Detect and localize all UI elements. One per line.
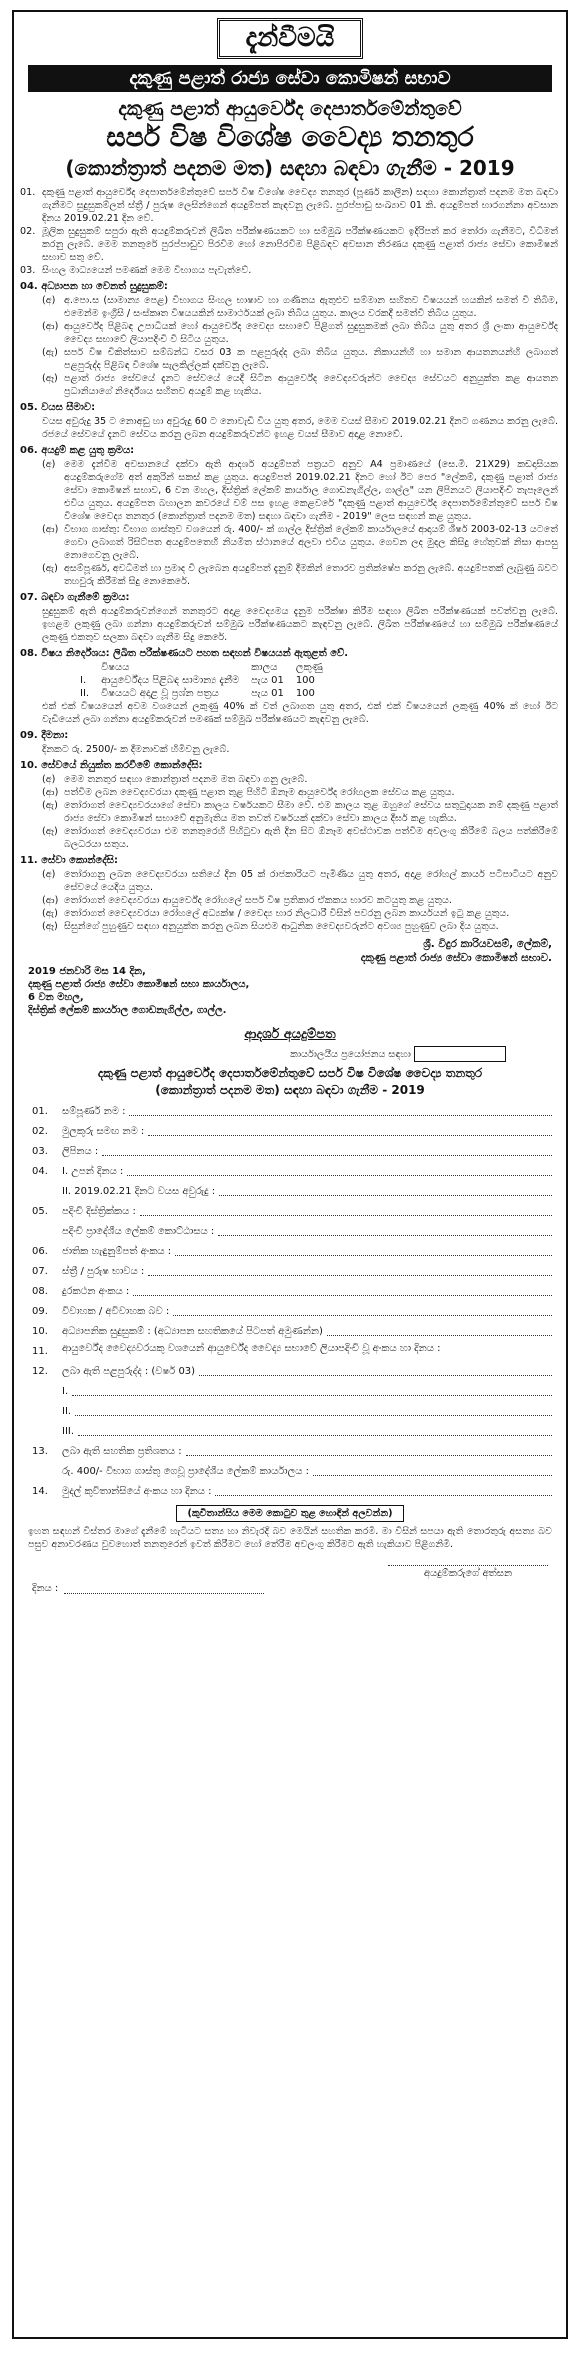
table-row: II. විෂයයට අදාළ වූ ප්‍රශ්න පත්‍රය පැය 01 100: [80, 688, 315, 699]
office-use-box: [414, 1046, 506, 1062]
section-08-note: එක් එක් විෂයයෙන් අවම වශයෙන් ලකුණු 40% ක් වත් ලබාගත යුතු අතර, එක් එක් විෂයයෙන් ලකුණු 40% ක් හෝ ඊට වැඩියෙන් ලබා ගන්නා අයදුම්කරුවන් පමණක් සම්මුඛ පරීක්ෂණයට කැඳවනු ලැබේ.: [42, 701, 558, 725]
form-field[interactable]: 10. අධ්‍යාපනික සුදුසුකම් : (අධ්‍යාපන සහතිකයේ පිටපත් අමුණන්න): [32, 1322, 552, 1342]
section-09-title: 09. දීමනා:: [20, 730, 69, 741]
form-field[interactable]: පදිංචි ප්‍රාදේශීය ලේකම් කොට්ඨාසය :: [62, 1222, 552, 1242]
list-item: (ඈ) සිසුන්ගේ පුහුණුව සඳහා අනුයුක්ත කරනු ලබන සියළුම ආධුනික වෛද්‍යවරුන්ට අවශ්‍ය පුහුණුව ලබා දිය යුතුය.: [42, 921, 499, 932]
section-07-text: සුදුසුකම් ඇති අයදුම්කරුවන්ගෙන් තනතුරට අදාළ වෛද්‍යමය දැනුම පරීක්ෂා කිරීම සඳහා ලිඛිත පරීක්ෂණයක් පවත්වනු ලැබේ. ඉහළම ලකුණු ලබා ගන්නා අයදුම්කරුවන් සම්මුඛ පරීක්ෂණයකට කැඳවනු ලැබේ. ලිඛිත පරීක්ෂණයේ හා සම්මුඛ පරීක්ෂණයේ ලකුණු එකතුව සලකා බඳවා ගැනීම සිදු කෙරේ.: [42, 606, 558, 643]
subject-table: [74, 661, 329, 700]
form-field[interactable]: 14. මුදල් කුවිතාන්සියේ අංකය හා දිනය :: [32, 1482, 552, 1502]
list-item: (අ) මෙම දැන්වීම අවසානයේ දක්වා ඇති ආදර්ශ අයදුම්පත් පත්‍රයට අනුව A4 ප්‍රමාණයේ (සෙ.මී. 21X29) කඩදාසියක අයදුම්කරුගේම අත් අකුරින් සකස් කළ යුතුය. අයදුම්පත් 2019.02.21 දිනට හෝ ඊට පෙර "ලේකම්, දකුණු පළාත් රාජ්‍ය සේවා කොමිෂන් සභාව, 6 වන මහල, දිස්ත්‍රික් ලේකම් කාර්යාල ගොඩනැගිල්ල, ගාල්ල" යන ලිපිනයට ලියාපදිංචි තැපෑලෙන් එවිය යුතුය. අයදුම්පත බහාලන කවරයේ වම් පස ඉහළ කෙළවරේ "දකුණු පළාත් ආයුර්වේද දෙපාර්තමේන්තුවේ සර්ප විෂ විශේෂ වෛද්‍ය තනතුර (කොන්ත්‍රාත් පදනම මත) සඳහා බඳවා ගැනීම - 2019" ලෙස සඳහන් කළ යුතුය.: [42, 459, 558, 522]
advertisement: [12, 10, 568, 2339]
list-item: (ආ) විභාග ගාස්තු: විභාග ගාස්තුව වශයෙන් රු. 400/- ක් ගාල්ල දිස්ත්‍රික් ලේකම් කාර්යාලයේ ආදායම් ශීර්ෂ 2003-02-13 යටතේ ගෙවා ලබාගත් රිසිට්පත අයදුම්පතෙහි නියමිත ස්ථානයේ අලවා එවිය යුතුය. ගෙවන ලද මුදල කිසිදු හේතුවක් නිසා ආපසු නොගෙවනු ලැබේ.: [42, 524, 558, 561]
form-field[interactable]: III.: [62, 1422, 552, 1442]
column-header: කාලය: [251, 662, 278, 673]
issue-date: 2019 ජනවාරි මස 14 දින,: [28, 966, 146, 977]
list-item: (අ) තෝරාගනු ලබන වෛද්‍යවරයා සතියේ දින 05 ක් රාජකාරියට පැමිණිය යුතු අතර, අදාළ රෝහල් කාර්ය පටිපාටියට අනුව සේවයේ යෙදිය යුතුය.: [42, 869, 558, 893]
form-field[interactable]: II.: [62, 1402, 552, 1422]
office-name: දකුණු පළාත් රාජ්‍ය සේවා කොමිෂන් සභා කාර්යාලය,: [28, 979, 250, 990]
list-item: (අ) අ.පො.ස (සාමාන්‍ය පෙළ) විභාගය සිංහල භාෂාව හා ගණිතය ඇතුළුව සම්මාන සහිතව විෂයයන් හයකින් සමත් වී තිබීම, එමෙන්ම ඉංග්‍රීසි / සංස්කෘත විෂයයකින් සාමාර්ථයක් ලබා තිබිය යුතුය. කාලය වරකදී සමත්වී තිබිය යුතුය.: [42, 295, 558, 319]
declaration: ඉහත සඳහන් විස්තර මාගේ දැනීමේ හැටියට සත්‍ය හා නිවැරදි බව මෙයින් සහතික කරමි. මා විසින් සපයා ඇති තොරතුරු අසත්‍ය බව පසුව අනාවරණය වුවහොත් තනතුරෙන් ඉවත් කිරීමට හෝ තේරීම අවලංගු කිරීමට ඇති හැකියාව පිළිගනිමි.: [28, 1526, 552, 1550]
form-field[interactable]: 02. මුලකුරු සමඟ නම :: [32, 1122, 552, 1142]
form-field[interactable]: 11. ආයුර්වේද වෛද්‍යවරයකු වශයෙන් ආයුර්වේද වෛද්‍ය සභාවේ ලියාපදිංචි වූ අංකය හා දිනය :: [32, 1343, 441, 1357]
list-item: (ඈ) පළාත් රාජ්‍ය සේවයේ දැනට සේවයේ යෙදී සිටින ආයුර්වේද වෛද්‍යවරුන්ට වෛද්‍ය සේවයට අනුයුක්ත කළ ආයතන ප්‍රධානියාගේ නිර්දේශය සහිතව අයදුම් කළ හැකිය.: [42, 373, 558, 397]
post-title: සර්ප විෂ විශේෂ වෛද්‍ය තනතුර: [106, 122, 474, 153]
list-item: (ආ) තෝරාගත් වෛද්‍යවරයා ආයුර්වේද රෝහලේ සර්ප විෂ ප්‍රතිකාර ඒකකය භාරව කටයුතු කළ යුතුය.: [42, 895, 452, 906]
form-field[interactable]: 09. විවාහක / අවිවාහක බව :: [32, 1302, 552, 1322]
department-line: දකුණු පළාත් ආයුර්වේද දෙපාර්තමේන්තුවේ: [118, 98, 462, 120]
table-row: I. ආයුර්වේදය පිළිබඳ සාමාන්‍ය දැනීම පැය 01 100: [80, 675, 315, 686]
section-05-text: වයස අවුරුදු 35 ට නොඅඩු හා අවුරුදු 60 ට නොවැඩි විය යුතු අතර, මෙම වයස් සීමාව 2019.02.21 දිනට ගණනය කරනු ලැබේ. රජයේ සේවයේ දැනට සේවය කරනු ලබන අයදුම්කරුවන්ට ඉහළ වයස් සීමාව අදාළ නොවේ.: [42, 416, 558, 440]
form-heading-1: දකුණු පළාත් ආයුර්වේද දෙපාර්තමේන්තුවේ සර්ප විෂ විශේෂ වෛද්‍ය තනතුර: [97, 1066, 483, 1080]
intro-01: 01. දකුණු පළාත් ආයුර්වේද දෙපාර්තමේන්තුවේ සර්ප විෂ විශේෂ වෛද්‍ය තනතුර (පූර්ණ කාලීන) සඳහා කොන්ත්‍රාත් පදනම මත බඳවා ගැනීමට සුදුසුකම්ලත් ස්ත්‍රී / පුරුෂ ලෙසින්ගෙන් අයදුම්පත් කැඳවනු ලැබේ. පුරප්පාඩු සංඛ්‍යාව 01 කි. අයදුම්පත් භාරගන්නා අවසාන දිනය 2019.02.21 දින වේ.: [20, 187, 558, 224]
list-item: (ඈ) තෝරාගත් වෛද්‍යවරයා එම තනතුරෙහි පිහිටුවා ඇති දින සිට ඕනෑම අවස්ථාවක පත්වීම අවලංගු කිරීමේ බලය පත්කිරීමේ බලධරයා සතුය.: [42, 826, 558, 850]
intro-02: 02. මූලික සුදුසුකම් සපුරා ඇති අයදුම්කරුවන් ලිඛිත පරීක්ෂණයකට හා සම්මුඛ පරීක්ෂණයකට ඉදිරිපත් කර තෝරා ගැනීමට, විධිමත් කරනු ලැබේ. මෙම තනතුරේ පුරප්පාඩුව පිරවීම හෝ නොපිරවීම පිළිබඳව අවසාන තීරණය දකුණු පළාත් රාජ්‍ය සේවා කොමිෂන් සභාව සතු වේ.: [20, 226, 558, 263]
office-floor: 6 වන මහල,: [28, 992, 84, 1003]
applicant-signature[interactable]: [32, 1565, 548, 1579]
header: [14, 12, 566, 180]
list-item: (අ) මෙම තනතුර සඳහා කොන්ත්‍රාත් පදනම මත බඳවා ගනු ලැබේ.: [42, 774, 308, 785]
section-10-title: 10. සේවයේ නියුක්ත කරවීමේ කොන්දේසි:: [20, 760, 203, 771]
date-field[interactable]: [32, 1583, 548, 1594]
list-item: (ආ) පත්වීම ලබන වෛද්‍යවරයා දකුණු පළාත තුළ පිහිටි ඕනෑම ආයුර්වේද රෝහලක සේවය කළ යුතුය.: [42, 787, 455, 798]
form-field[interactable]: 04. I. උපන් දිනය :: [32, 1162, 552, 1182]
list-item: (ඇ) තෝරාගත් වෛද්‍යවරයා රෝහලේ අධ්‍යක්ෂ / වෛද්‍ය භාර නිලධාරී විසින් පවරනු ලබන කාර්යයන් ඉටු කළ යුතුය.: [42, 908, 510, 919]
office-use-label: කාර්යාලයීය ප්‍රයෝජනය සඳහා: [290, 1049, 411, 1060]
intro-03: 03. සිංහල මාධ්‍යයෙන් පමණක් මෙම විභාගය පැවැත්වේ.: [20, 265, 252, 276]
form-field[interactable]: II. 2019.02.21 දිනට වයස අවුරුදු :: [62, 1182, 552, 1202]
notice-title: දැන්වීමයි: [217, 18, 364, 59]
form-field[interactable]: 03. ලිපිනය :: [32, 1142, 552, 1162]
form-field[interactable]: රු. 400/- විභාග ගාස්තු ගෙවූ ප්‍රාදේශීය ලේකම් කාර්යාලය :: [62, 1462, 552, 1482]
form-field[interactable]: 13. ලබා ඇති සහතික ප්‍රතිශතය :: [32, 1442, 552, 1462]
signatory-org: දකුණු පළාත් රාජ්‍ය සේවා කොමිෂන් සභාව.: [360, 952, 552, 964]
form-field[interactable]: 01. සම්පූර්ණ නම :: [32, 1102, 552, 1122]
place-block: [28, 965, 566, 1017]
list-item: (ආ) ආයුර්වේද පිළිබඳ උපාධියක් හෝ ආයුර්වේද වෛද්‍ය සභාවේ පිළිගත් සුදුසුකමක් ලබා තිබිය යුතු අතර ශ්‍රී ලංකා ආයුර්වේද වෛද්‍ය සභාවේ ලියාපදිංචි වී සිටිය යුතුය.: [42, 321, 558, 345]
table-header: [74, 661, 329, 674]
column-header: ලකුණු: [295, 662, 323, 673]
list-item: (ඇ) අසම්පූර්ණ, අවධිමත් හා ප්‍රමාද වී ලැබෙන අයදුම්පත් දැනුම් දීමකින් තොරව ප්‍රතික්ෂේප කරනු ලැබේ. අයදුම්පතක් ලැබුණු බවට තහවුරු කිරීමක් සිදු නොකෙරේ.: [42, 563, 558, 587]
form-title: ආදර්ශ අයදුම්පත: [244, 1027, 336, 1042]
section-09-text: දිනකට රු. 2500/- ක දීමනාවක් හිමිවනු ලැබේ.: [42, 744, 230, 755]
signatory-name: ශ්‍රී. විදුර කාරියවසම්, ලේකම්,: [423, 938, 552, 950]
office-building: දිස්ත්‍රික් ලේකම් කාර්යාල ගොඩනැගිල්ල, ගාල්ල.: [28, 1005, 227, 1016]
office-use-row: [14, 1046, 506, 1062]
form-field[interactable]: I.: [62, 1382, 552, 1402]
form-field[interactable]: 12. ලබා ඇති පළපුරුද්ද : (වර්ෂ 03): [32, 1362, 552, 1382]
column-header: විෂයය: [101, 662, 130, 673]
form-heading-2: (කොන්ත්‍රාත් පදනම මත) සඳහා බඳවා ගැනීම - 2019: [155, 1083, 425, 1097]
form-field[interactable]: 08. දුරකථන අංකය :: [32, 1282, 552, 1302]
section-11-title: 11. සේවා කොන්දේසි:: [20, 855, 118, 866]
applicant-signature-label: අයදුම්කරුගේ අත්සන: [388, 1565, 548, 1579]
list-item: (ඇ) තෝරාගත් වෛද්‍යවරයාගේ සේවා කාලය වර්ෂයකට සීමා වේ. එම කාලය තුළ ඔහුගේ සේවය සතුටුදායක නම් දකුණු පළාත් රාජ්‍ය සේවා කොමිෂන් සභාවේ අනුමැතිය මත තවත් වර්ෂයක් දක්වා සේවා කාලය දීර්ඝ කළ හැකිය.: [42, 800, 558, 824]
section-05-title: 05. වයස සීමාව:: [20, 402, 96, 413]
receipt-box-note: (කුවිතාන්සිය මෙම කොටුව තුළ හොඳින් අලවන්න): [14, 1508, 566, 1519]
list-item: (ඇ) සර්ප විෂ චිකිත්සාව සම්බන්ධ වසර 03 ක පළපුරුද්ද ලබා තිබිය යුතුය. නිකායන්හි හා සමාන ආයතනයන්හි ලබාගත් පළපුරුද්ද පිළිබඳ විශේෂ සැලකිල්ලක් දක්වනු ලැබේ.: [42, 347, 558, 371]
commission-bar: දකුණු පළාත් රාජ්‍ය සේවා කොමිෂන් සභාව: [28, 65, 552, 92]
post-subtitle: (කොන්ත්‍රාත් පදනම මත) සඳහා බඳවා ගැනීම - 2019: [65, 156, 515, 180]
form-field[interactable]: 07. ස්ත්‍රී / පුරුෂ භාවය :: [32, 1262, 552, 1282]
section-06-title: 06. අයදුම් කළ යුතු ක්‍රමය:: [20, 445, 135, 456]
form-field[interactable]: 05. පදිංචි දිස්ත්‍රික්කය :: [32, 1202, 552, 1222]
form-field[interactable]: 06. ජාතික හැඳුනුම්පත් අංකය :: [32, 1242, 552, 1262]
section-04-title: 04. අධ්‍යාපන හා වෙනත් සුදුසුකම්:: [20, 281, 168, 292]
section-07-title: 07. බඳවා ගැනීමේ ක්‍රමය:: [20, 592, 130, 603]
section-08-title: 08. විෂය නිර්දේශය: ලිඛිත පරීක්ෂණයට පහත සඳහන් විෂයයන් ඇතුළත් වේ.: [20, 648, 349, 659]
date-label: දිනය :: [32, 1583, 59, 1594]
signature-block: [14, 937, 552, 965]
